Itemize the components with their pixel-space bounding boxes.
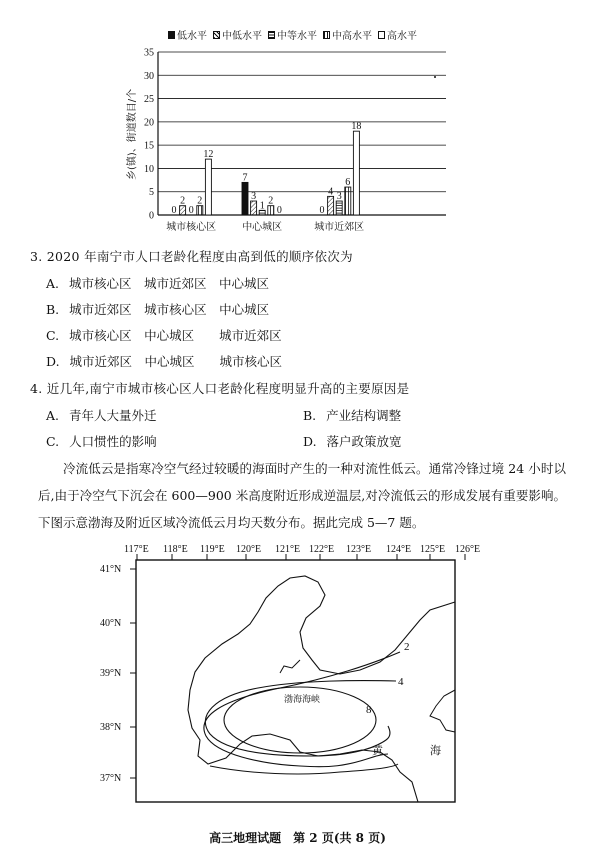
isoline-label-2: 2	[404, 641, 410, 653]
legend-item-mid-high	[323, 27, 372, 42]
bar-1-0	[242, 182, 248, 215]
bar-2-2	[336, 201, 342, 215]
bar-value-label: 3	[336, 191, 342, 203]
isoline-label-4: 4	[398, 676, 404, 688]
coast-detail-east	[430, 690, 455, 732]
y-tick-label: 30	[144, 70, 154, 82]
legend-item-high	[378, 27, 417, 42]
bar-0-1	[180, 206, 186, 215]
question-4-option-a[interactable]: A. 青年人大量外迁	[46, 408, 157, 423]
lat-label-41: 41°N	[100, 564, 122, 575]
lon-label-123: 123°E	[346, 544, 372, 555]
legend-item-low	[168, 27, 207, 42]
y-tick-label: 5	[149, 187, 154, 199]
bar-value-label: 0	[188, 205, 194, 216]
question-3-stem: 3. 2020 年南宁市人口老龄化程度由高到低的顺序依次为	[30, 249, 353, 264]
lat-label-39: 39°N	[100, 668, 122, 679]
question-4-option-d[interactable]: D. 落户政策放宽	[303, 434, 402, 449]
lon-label-120: 120°E	[236, 544, 262, 555]
bar-1-1	[251, 201, 257, 215]
y-tick-label: 10	[144, 163, 154, 175]
legend-swatch-high	[378, 31, 385, 39]
isoline-outer	[210, 764, 398, 774]
bar-value-label: 6	[345, 177, 351, 189]
legend-label-mid: 中等水平	[277, 31, 317, 42]
legend-label-mid-low: 中低水平	[222, 31, 262, 42]
question-3-option-b[interactable]: B. 城市近郊区 城市核心区 中心城区	[46, 302, 270, 317]
legend-label-low: 低水平	[177, 31, 207, 42]
lon-label-126: 126°E	[455, 544, 481, 555]
bohai-coastline	[188, 576, 455, 802]
y-axis-label: 乡(镇)、街道数目/个	[127, 88, 138, 180]
bar-1-3	[268, 206, 274, 215]
y-tick-label: 20	[144, 117, 154, 129]
page-footer: 高三地理试题 第 2 页(共 8 页)	[209, 831, 386, 845]
bohai-cold-cloud-map	[0, 540, 595, 830]
legend-swatch-low	[168, 31, 175, 39]
question-4-stem: 4. 近几年,南宁市城市核心区人口老龄化程度明显升高的主要原因是	[30, 381, 410, 396]
legend-label-high: 高水平	[387, 31, 417, 42]
lat-label-37: 37°N	[100, 773, 122, 784]
lon-label-119: 119°E	[200, 544, 225, 555]
bar-value-label: 2	[180, 195, 186, 207]
bar-value-label: 4	[328, 186, 334, 198]
legend-swatch-mid	[268, 31, 275, 39]
bar-value-label: 12	[203, 149, 214, 161]
question-3-option-d[interactable]: D. 城市近郊区 中心城区 城市核心区	[46, 354, 283, 369]
bar-0-3	[197, 206, 203, 215]
lon-label-117: 117°E	[124, 544, 149, 555]
category-label: 城市近郊区	[314, 222, 365, 233]
bar-2-3	[345, 187, 351, 215]
label-huang: 黄	[372, 744, 383, 757]
bar-2-1	[328, 196, 334, 215]
legend-swatch-mid-high	[323, 31, 330, 39]
lon-label-122: 122°E	[309, 544, 335, 555]
lon-label-121: 121°E	[275, 544, 301, 555]
lon-label-118: 118°E	[163, 544, 188, 555]
label-bohai-strait: 渤海海峡	[284, 695, 321, 705]
chart-grid	[158, 52, 446, 215]
bar-value-label: 18	[351, 121, 362, 133]
legend-item-mid	[268, 27, 317, 42]
question-4-option-b[interactable]: B. 产业结构调整	[303, 408, 402, 423]
chart-dot-mark	[434, 76, 436, 78]
bar-value-label: 0	[319, 205, 325, 216]
isoline-label-8: 8	[366, 704, 372, 716]
lon-label-125: 125°E	[420, 544, 446, 555]
legend-label-mid-high: 中高水平	[332, 31, 372, 42]
bar-value-label: 7	[242, 172, 248, 184]
y-tick-label: 0	[149, 210, 154, 222]
bar-value-label: 0	[276, 205, 282, 216]
bar-value-label: 0	[171, 205, 177, 216]
bar-value-label: 3	[251, 191, 257, 203]
label-hai: 海	[430, 744, 441, 757]
bar-2-4	[353, 131, 359, 215]
legend-swatch-mid-low	[213, 31, 220, 39]
y-tick-label: 35	[144, 47, 154, 59]
bar-0-4	[205, 159, 211, 215]
bar-value-label: 1	[259, 200, 265, 212]
liaodong-peninsula-islands	[280, 660, 300, 673]
lon-label-124: 124°E	[386, 544, 412, 555]
bar-value-label: 2	[268, 195, 274, 207]
isoline-4	[205, 681, 396, 756]
question-3-option-c[interactable]: C. 城市核心区 中心城区 城市近郊区	[46, 328, 282, 343]
question-4-option-c[interactable]: C. 人口惯性的影响	[46, 434, 157, 449]
category-label: 中心城区	[242, 222, 283, 233]
y-tick-label: 15	[144, 140, 154, 152]
y-tick-label: 25	[144, 94, 154, 106]
lat-label-38: 38°N	[100, 722, 122, 733]
question-3-option-a[interactable]: A. 城市核心区 城市近郊区 中心城区	[46, 276, 269, 291]
chart-legend	[168, 27, 417, 42]
legend-item-mid-low	[213, 27, 262, 42]
lat-label-40: 40°N	[100, 618, 122, 629]
passage-text: 冷流低云是指寒冷空气经过较暖的海面时产生的一种对流性低云。通常冷锋过境 24 小时以后,由于冷空气下沉会在 600—900 米高度附近形成逆温层,对冷流低云的形成发展有重要影响。下图示意渤海及附近区域冷流低云月均天数分布。据此完成 5—7 题。	[38, 461, 566, 530]
bar-value-label: 2	[197, 195, 203, 207]
category-label: 城市核心区	[166, 222, 217, 233]
